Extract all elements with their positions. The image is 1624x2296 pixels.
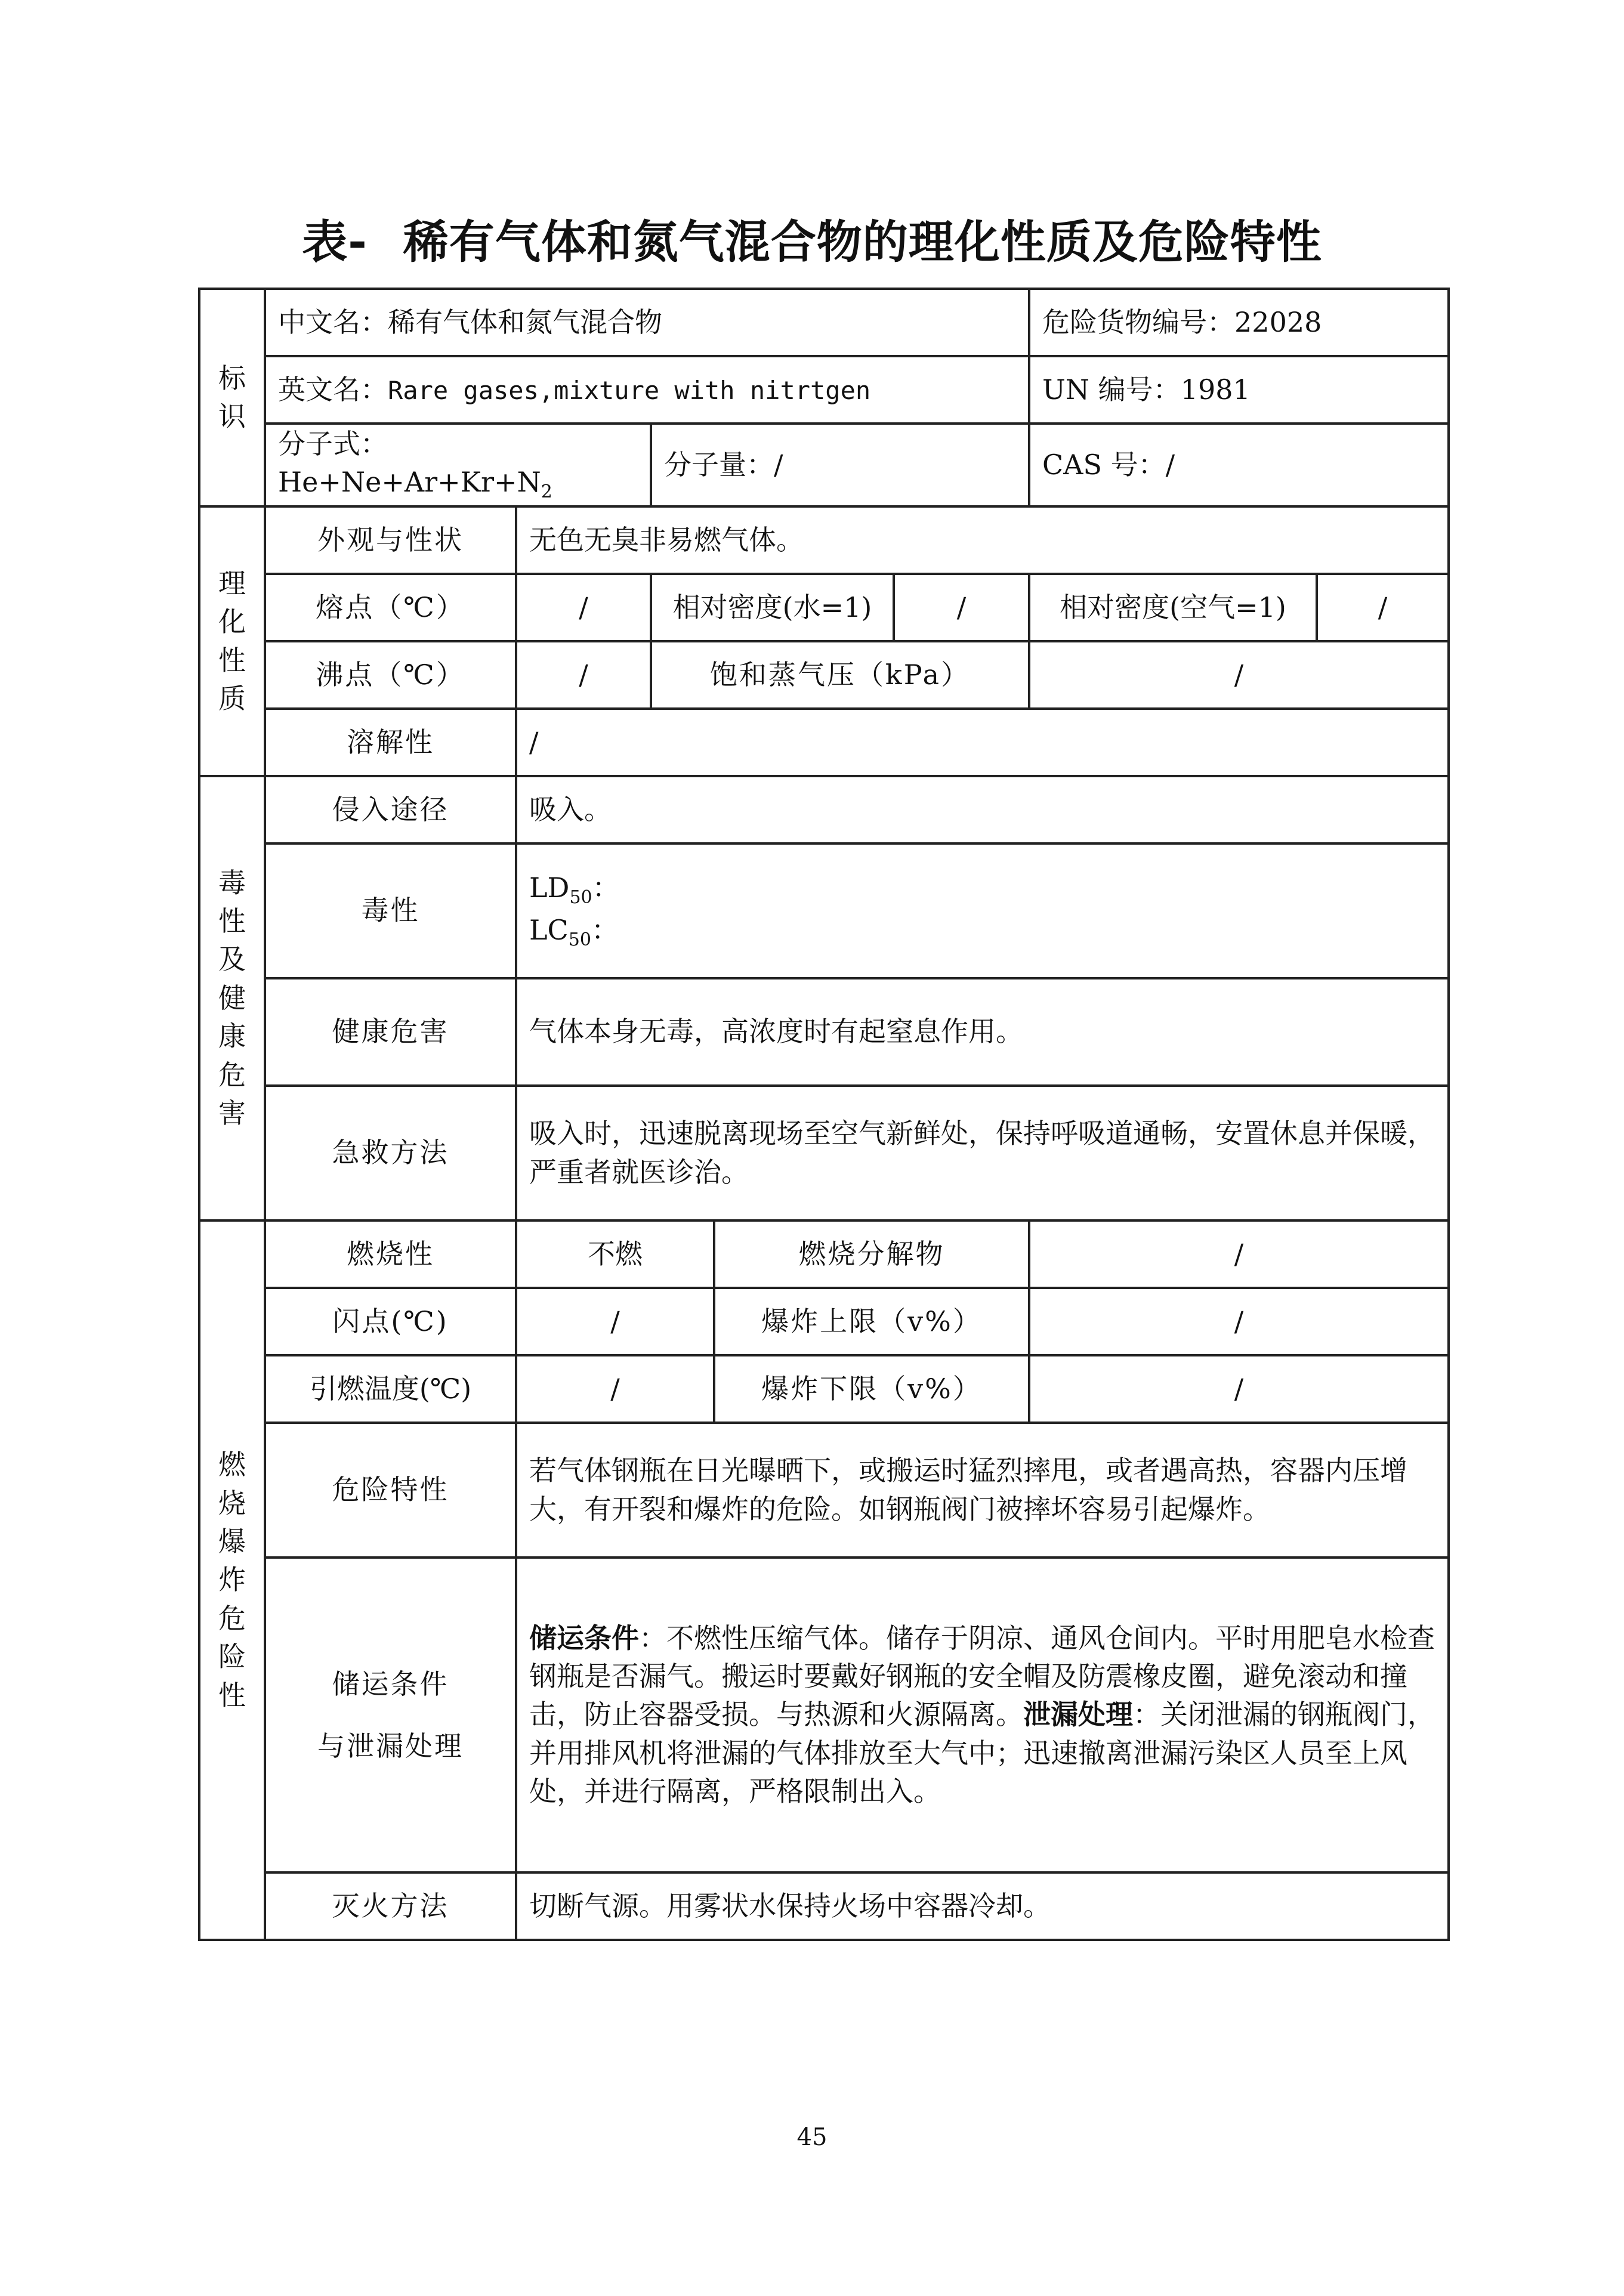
category-toxicity: 毒性及健康危害 — [199, 776, 265, 1220]
category-identity: 标识 — [199, 289, 265, 506]
lower-limit-label: 爆炸下限（v%） — [714, 1355, 1029, 1423]
formula-cell — [265, 424, 651, 506]
storage-value — [516, 1558, 1449, 1872]
boiling-label: 沸点（℃） — [265, 641, 516, 709]
page-title — [0, 206, 1624, 271]
upper-limit-value: / — [1029, 1288, 1449, 1355]
appearance-value: 无色无臭非易燃气体。 — [516, 506, 1449, 574]
title-text: 稀有气体和氮气混合物的理化性质及危险特性 — [403, 215, 1322, 268]
mol-weight-cell: 分子量：/ — [651, 424, 1029, 506]
en-value: Rare gases,mixture with nitrtgen — [388, 376, 871, 406]
lc50-line: $LC_{50}$： — [529, 913, 619, 950]
page-number: 45 — [796, 2124, 828, 2151]
decomp-value: / — [1029, 1220, 1449, 1288]
melting-value: / — [516, 574, 651, 641]
health-value: 气体本身无毒，高浓度时有起窒息作用。 — [516, 978, 1449, 1086]
formula-main: He+Ne+Ar+Kr+N — [278, 466, 541, 499]
flash-value: / — [516, 1288, 714, 1355]
storage-bold-label: 储运条件 — [529, 1621, 639, 1654]
cn-name-cell: 中文名：稀有气体和氮气混合物 — [265, 289, 1029, 356]
lower-limit-value: / — [1029, 1355, 1449, 1423]
category-combustion: 燃烧爆炸危险性 — [199, 1220, 265, 1940]
formula-sub: 2 — [541, 481, 552, 503]
category-physchem: 理化性质 — [199, 506, 265, 776]
ignition-value: / — [516, 1355, 714, 1423]
firstaid-value: 吸入时，迅速脱离现场至空气新鲜处，保持呼吸道通畅，安置休息并保暖，严重者就医诊治。 — [516, 1086, 1449, 1220]
ignition-label: 引燃温度(℃) — [265, 1355, 516, 1423]
vapor-pressure-value: / — [1029, 641, 1449, 709]
formula-label: 分子式： — [278, 428, 388, 460]
boiling-value: / — [516, 641, 651, 709]
health-label: 健康危害 — [265, 978, 516, 1086]
dg-number-cell: 危险货物编号：22028 — [1029, 289, 1449, 356]
appearance-label: 外观与性状 — [265, 506, 516, 574]
decomp-label: 燃烧分解物 — [714, 1220, 1029, 1288]
route-value: 吸入。 — [516, 776, 1449, 843]
solubility-label: 溶解性 — [265, 709, 516, 776]
toxicity-label: 毒性 — [265, 843, 516, 978]
ld50-line: $LD_{50}$： — [529, 872, 620, 908]
title-prefix: 表- — [302, 215, 368, 268]
rel-density-water-label: 相对密度(水=1) — [651, 574, 894, 641]
firstaid-label: 急救方法 — [265, 1086, 516, 1220]
leak-text: ：关闭泄漏的钢瓶阀门，并用排风机将泄漏的气体排放至大气中；迅速撤离泄漏污染区人员至上风处，并进行隔离，严格限制出入。 — [529, 1698, 1435, 1808]
en-name-cell — [265, 356, 1029, 424]
en-label: 英文名： — [278, 373, 388, 406]
rel-density-air-value: / — [1317, 574, 1449, 641]
storage-label: 储运条件 与泄漏处理 — [265, 1558, 516, 1872]
toxicity-value — [516, 843, 1449, 978]
un-number-cell: UN 编号：1981 — [1029, 356, 1449, 424]
rel-density-water-value: / — [894, 574, 1029, 641]
extinguish-value: 切断气源。用雾状水保持火场中容器冷却。 — [516, 1872, 1449, 1940]
flash-label: 闪点(℃) — [265, 1288, 516, 1355]
vapor-pressure-label: 饱和蒸气压（kPa） — [651, 641, 1029, 709]
msds-table — [198, 288, 1450, 1941]
cas-cell: CAS 号：/ — [1029, 424, 1449, 506]
extinguish-label: 灭火方法 — [265, 1872, 516, 1940]
hazard-value: 若气体钢瓶在日光曝晒下，或搬运时猛烈摔甩，或者遇高热，容器内压增大，有开裂和爆炸的危险。如钢瓶阀门被摔坏容易引起爆炸。 — [516, 1423, 1449, 1558]
melting-label: 熔点（℃） — [265, 574, 516, 641]
flammability-value: 不燃 — [516, 1220, 714, 1288]
hazard-label: 危险特性 — [265, 1423, 516, 1558]
rel-density-air-label: 相对密度(空气=1) — [1029, 574, 1317, 641]
upper-limit-label: 爆炸上限（v%） — [714, 1288, 1029, 1355]
route-label: 侵入途径 — [265, 776, 516, 843]
solubility-value: / — [516, 709, 1449, 776]
flammability-label: 燃烧性 — [265, 1220, 516, 1288]
storage-text: ：不燃性压缩气体。储存于阴凉、通风仓间内。平时用肥皂水检查钢瓶是否漏气。搬运时要戴好钢瓶的安全帽及防震橡皮圈，避免滚动和撞击，防止容器受损。与热源和火源隔离。 — [529, 1621, 1435, 1731]
leak-bold-label: 泄漏处理 — [1023, 1698, 1133, 1731]
